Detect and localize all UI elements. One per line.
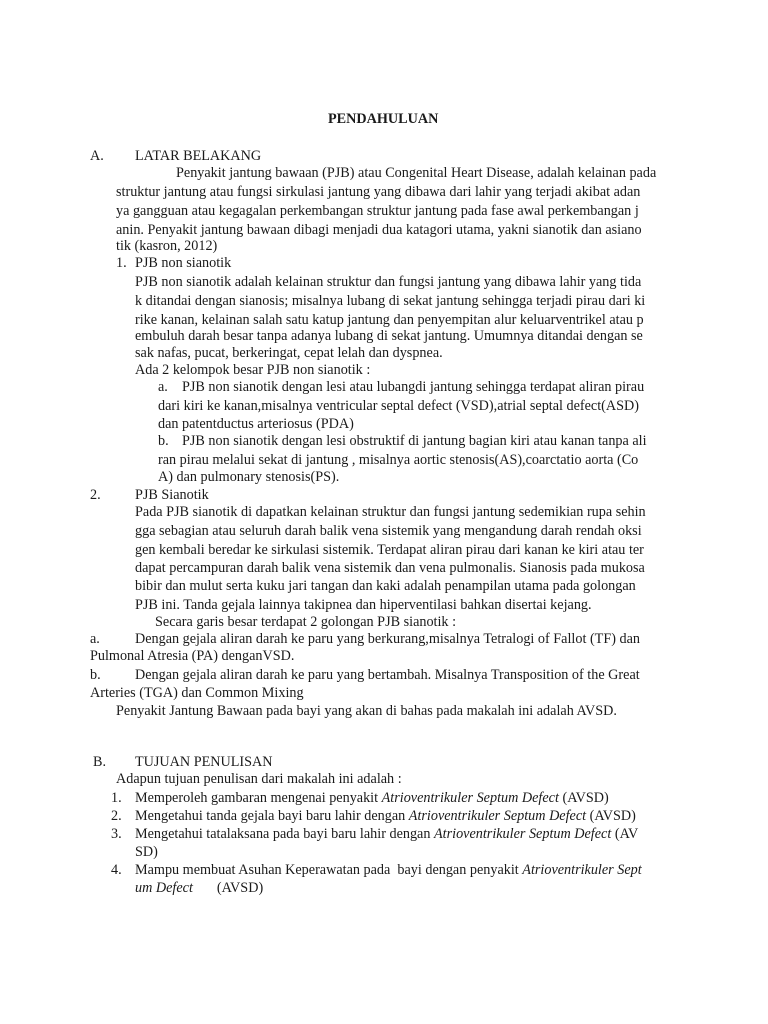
list-heading: PJB Sianotik [135,487,209,503]
list-marker: 2. [90,487,101,503]
paragraph-line: PJB ini. Tanda gejala lainnya takipnea dan hiperventilasi bahkan disertai kejang. [135,597,592,613]
section-a-marker: A. [90,148,104,164]
list-marker: 2. [111,808,122,824]
paragraph-line: Adapun tujuan penulisan dari makalah ini adalah : [116,771,402,787]
list-item: Mampu membuat Asuhan Keperawatan pada bayi dengan penyakit Atrioventrikuler Sept [135,862,642,878]
list-heading: PJB non sianotik [135,255,232,271]
paragraph-line: Dengan gejala aliran darah ke paru yang berkurang,misalnya Tetralogi of Fallot (TF) dan [135,631,640,647]
paragraph-line: Penyakit Jantung Bawaan pada bayi yang akan di bahas pada makalah ini adalah AVSD. [116,703,617,719]
section-b-marker: B. [93,754,107,770]
paragraph-line: Pulmonal Atresia (PA) denganVSD. [90,648,295,664]
list-item-continuation: um Defect (AVSD) [135,880,264,896]
paragraph-line: rike kanan, kelainan salah satu katup jantung dan penyempitan alur keluarventrikel atau p [135,312,644,328]
paragraph-line: PJB non sianotik dengan lesi obstruktif di jantung bagian kiri atau kanan tanpa ali [182,433,647,449]
paragraph-line: Secara garis besar terdapat 2 golongan PJB sianotik : [155,614,457,630]
paragraph-line: bibir dan mulut serta kuku jari tangan dan kaki adalah penampilan utama pada golongan [135,578,636,594]
paragraph-line: dari kiri ke kanan,misalnya ventricular septal defect (VSD),atrial septal defect(ASD) [158,398,640,414]
paragraph-line: Arteries (TGA) dan Common Mixing [90,685,304,701]
paragraph-line: dan patentductus arteriosus (PDA) [158,416,354,432]
paragraph-line: A) dan pulmonary stenosis(PS). [158,469,340,485]
sub-list-marker: b. [90,667,101,683]
list-marker: 1. [111,790,122,806]
paragraph-line: dapat percampuran darah balik vena sistemik dan vena pulmonalis. Sianosis pada mukosa [135,560,645,576]
list-item: Mengetahui tatalaksana pada bayi baru lahir dengan Atrioventrikuler Septum Defect (AV [135,826,639,842]
paragraph-line: Dengan gejala aliran darah ke paru yang bertambah. Misalnya Transposition of the Great [135,667,640,683]
paragraph-line: sak nafas, pucat, berkeringat, cepat lelah dan dyspnea. [135,345,443,361]
paragraph-line: Ada 2 kelompok besar PJB non sianotik : [135,362,371,378]
paragraph-line: k ditandai dengan sianosis; misalnya lubang di sekat jantung sehingga terjadi pirau dari ki [135,293,646,309]
list-marker: 3. [111,826,122,842]
list-marker: 4. [111,862,122,878]
paragraph-line: gga sebagian atau seluruh darah balik vena sistemik yang mengandung darah rendah oksi [135,523,642,539]
sub-list-marker: a. [90,631,100,647]
paragraph-line: anin. Penyakit jantung bawaan dibagi menjadi dua katagori utama, yakni sianotik dan asiano [116,222,642,238]
section-b-heading: TUJUAN PENULISAN [135,754,273,770]
list-item: Mengetahui tanda gejala bayi baru lahir dengan Atrioventrikuler Septum Defect (AVSD) [135,808,636,824]
sub-list-marker: b. [158,433,169,449]
list-marker: 1. [116,255,127,271]
list-item: Memperoleh gambaran mengenai penyakit Atrioventrikuler Septum Defect (AVSD) [135,790,609,806]
paragraph-line: struktur jantung atau fungsi sirkulasi jantung yang dibawa dari lahir yang terjadi akibat adan [116,184,641,200]
paragraph-line: PJB non sianotik adalah kelainan struktur dan fungsi jantung yang dibawa lahir yang tida [135,274,642,290]
paragraph-line: ya gangguan atau kegagalan perkembangan struktur jantung pada fase awal perkembangan j [116,203,639,219]
paragraph-line: Pada PJB sianotik di dapatkan kelainan struktur dan fungsi jantung sedemikian rupa sehin [135,504,646,520]
paragraph-line: tik (kasron, 2012) [116,238,218,254]
paragraph-line: SD) [135,844,158,860]
paragraph-line: gen kembali beredar ke sirkulasi sistemik. Terdapat aliran pirau dari kanan ke kiri atau ter [135,542,644,558]
paragraph-line: embuluh darah besar tanpa adanya lubang di sekat jantung. Umumnya ditandai dengan se [135,328,643,344]
sub-list-marker: a. [158,379,168,395]
paragraph-line: Penyakit jantung bawaan (PJB) atau Congenital Heart Disease, adalah kelainan pada [176,165,657,181]
paragraph-line: ran pirau melalui sekat di jantung , misalnya aortic stenosis(AS),coarctatio aorta (Co [158,452,639,468]
section-a-heading: LATAR BELAKANG [135,148,262,164]
page-title: PENDAHULUAN [328,111,439,127]
paragraph-line: PJB non sianotik dengan lesi atau lubangdi jantung sehingga terdapat aliran pirau [182,379,645,395]
